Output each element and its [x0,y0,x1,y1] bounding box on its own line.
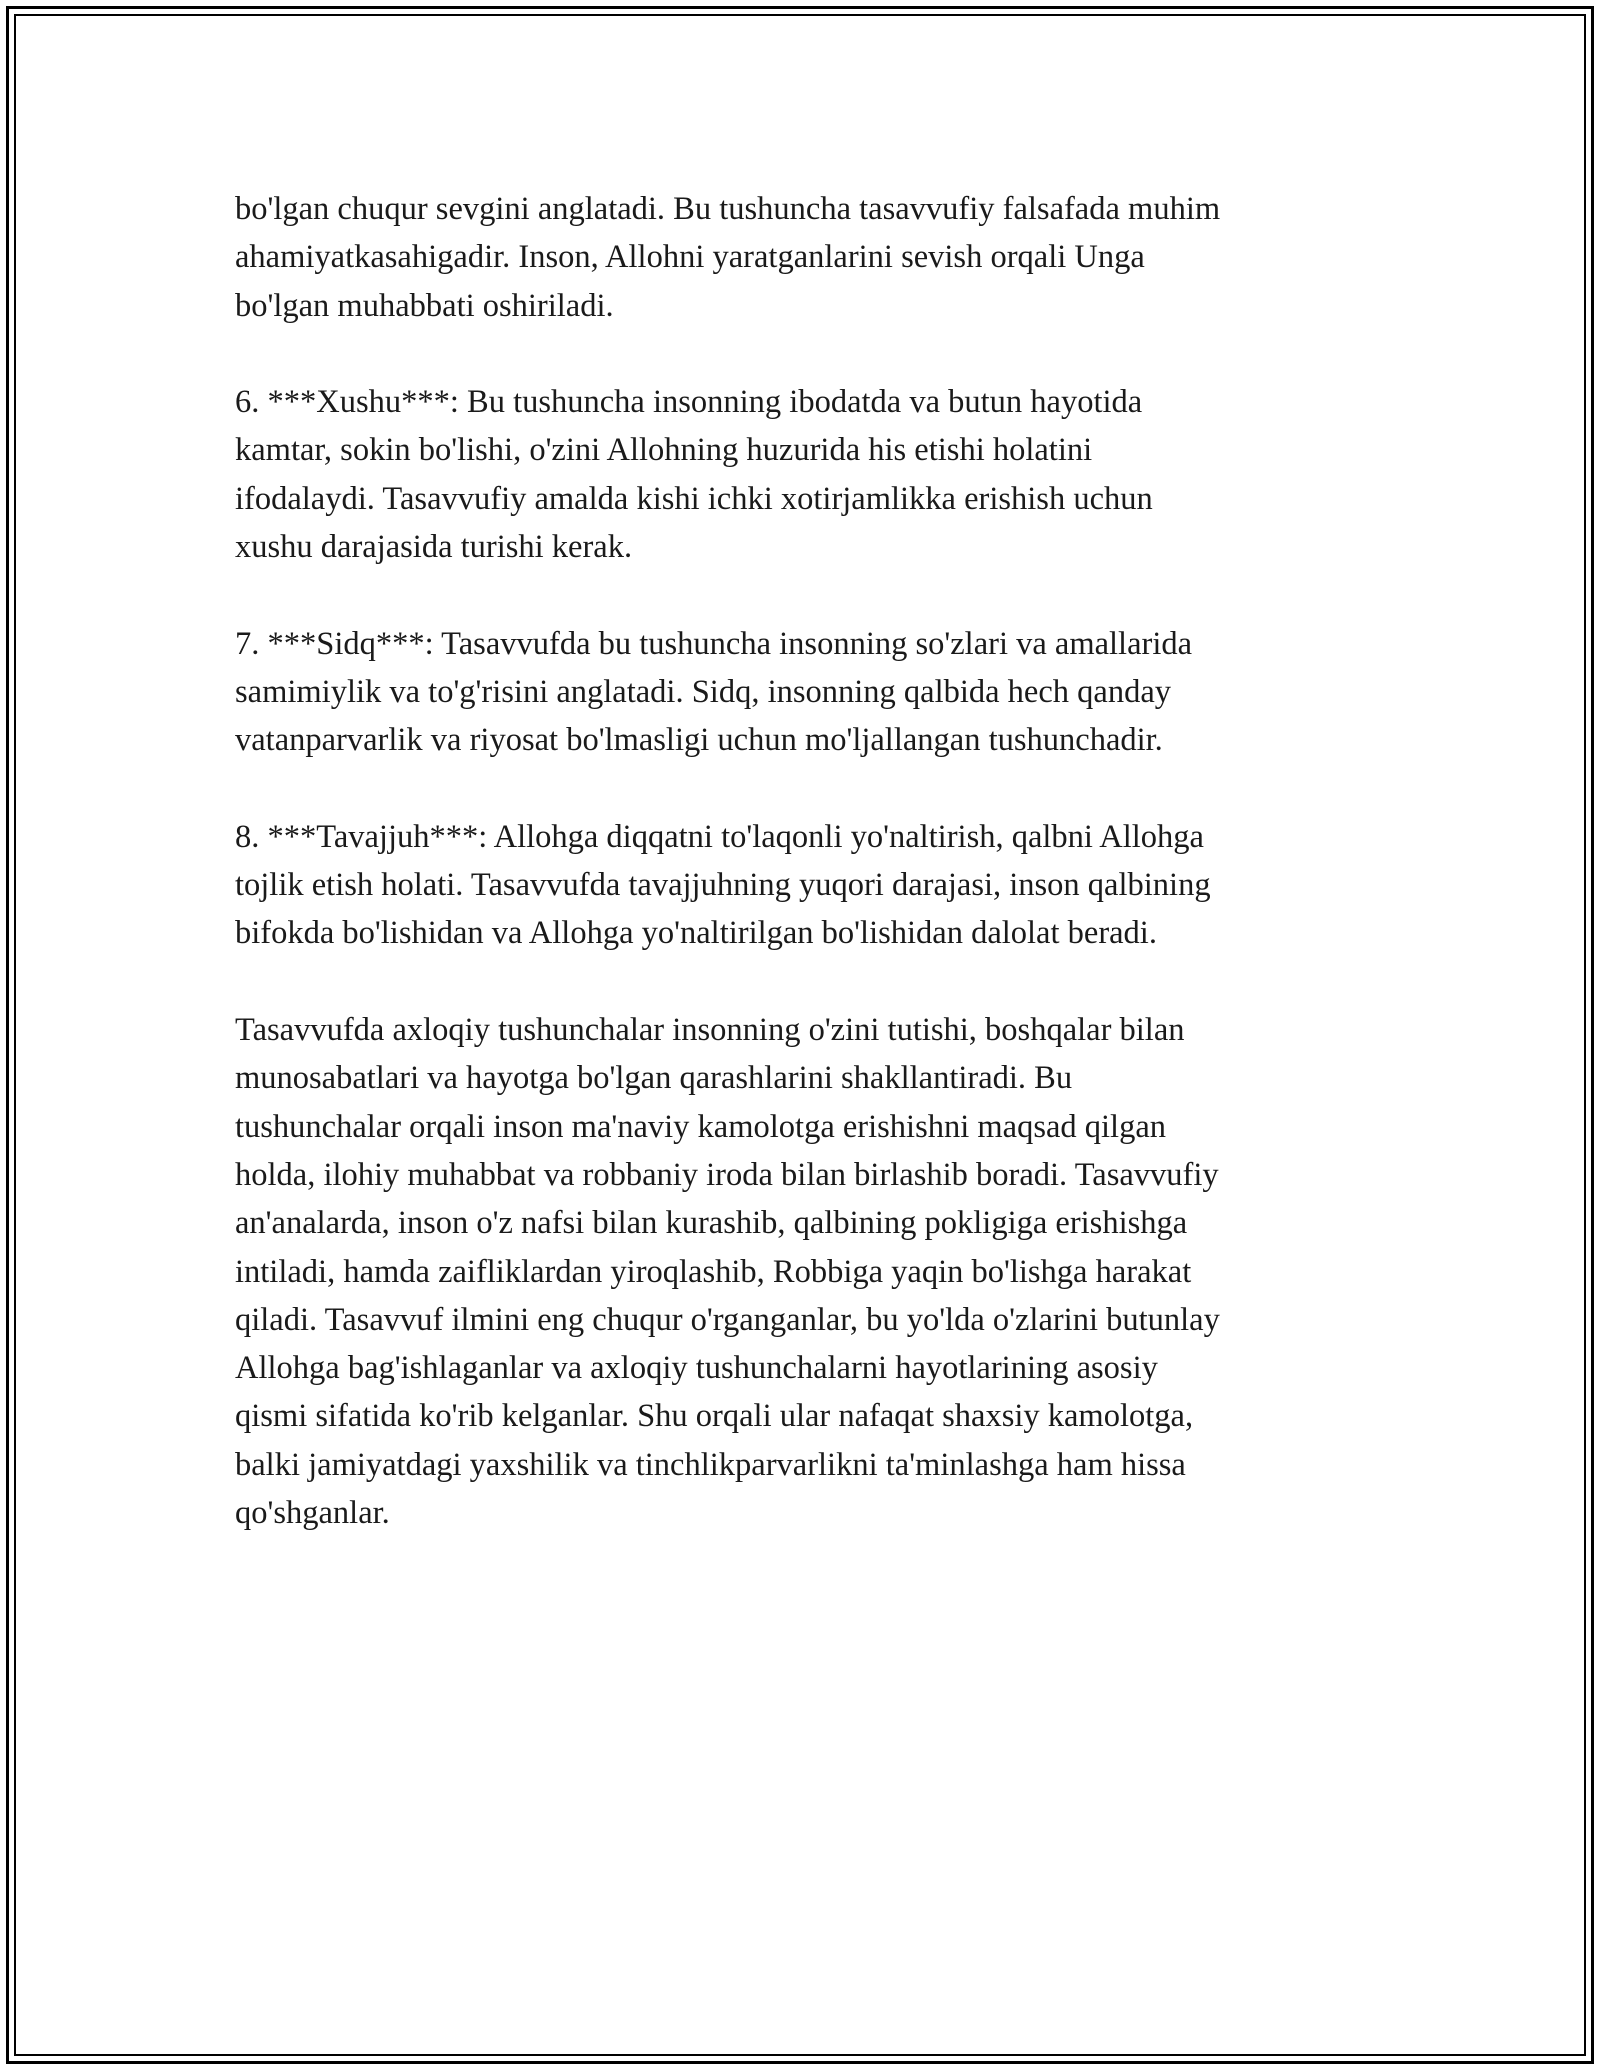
text-line: ifodalaydi. Tasavvufiy amalda kishi ichki xotirjamlikka erishish uchun [235,480,1153,517]
text-line: kamtar, sokin bo'lishi, o'zini Allohning huzurida his etishi holatini [235,432,1093,469]
text-line: Allohga bag'ishlaganlar va axloqiy tushunchalarni hayotlarining asosiy [235,1350,1158,1387]
text-line: samimiylik va to'g'risini anglatadi. Sidq, insonning qalbida hech qanday [235,673,1172,710]
paragraph-item-8-tavajjuh [235,813,1375,958]
paragraph-conclusion [235,1006,1375,1537]
text-line: qo'shganlar. [235,1495,390,1532]
text-line: 8. ***Tavajjuh***: Allohga diqqatni to'laqonli yo'naltirish, qalbni Allohga [235,818,1204,855]
paragraph-item-7-sidq [235,620,1375,765]
text-line: tojlik etish holati. Tasavvufda tavajjuhning yuqori darajasi, inson qalbining [235,867,1211,904]
text-line: Tasavvufda axloqiy tushunchalar insonning o'zini tutishi, boshqalar bilan [235,1012,1185,1049]
text-line: qismi sifatida ko'rib kelganlar. Shu orqali ular nafaqat shaxsiy kamolotga, [235,1398,1194,1435]
text-line: ahamiyatkasahigadir. Inson, Allohni yaratganlarini sevish orqali Unga [235,239,1145,276]
paragraph-item-6-xushu [235,378,1375,571]
text-line: 7. ***Sidq***: Tasavvufda bu tushuncha insonning so'zlari va amallarida [235,625,1193,662]
text-line: qiladi. Tasavvuf ilmini eng chuqur o'rganganlar, bu yo'lda o'zlarini butunlay [235,1301,1220,1338]
text-line: munosabatlari va hayotga bo'lgan qarashlarini shakllantiradi. Bu [235,1060,1073,1097]
text-line: holda, ilohiy muhabbat va robbaniy iroda bilan birlashib boradi. Tasavvufiy [235,1156,1219,1193]
text-line: xushu darajasida turishi kerak. [235,529,633,566]
text-line: bifokda bo'lishidan va Allohga yo'naltirilgan bo'lishidan dalolat beradi. [235,915,1157,952]
text-line: 6. ***Xushu***: Bu tushuncha insonning ibodatda va butun hayotida [235,384,1143,421]
text-line: intiladi, hamda zaifliklardan yiroqlashib, Robbiga yaqin bo'lishga harakat [235,1253,1192,1290]
text-line: vatanparvarlik va riyosat bo'lmasligi uchun mo'ljallangan tushunchadir. [235,722,1163,759]
paragraph-muhabbat-continuation [235,185,1375,330]
text-line: bo'lgan chuqur sevgini anglatadi. Bu tushuncha tasavvufiy falsafada muhim [235,191,1221,227]
text-line: balki jamiyatdagi yaxshilik va tinchlikparvarlikni ta'minlashga ham hissa [235,1446,1186,1483]
text-line: an'analarda, inson o'z nafsi bilan kurashib, qalbining pokligiga erishishga [235,1205,1188,1242]
document-body [235,185,1375,1586]
text-line: bo'lgan muhabbati oshiriladi. [235,287,614,324]
text-line: tushunchalar orqali inson ma'naviy kamolotga erishishni maqsad qilgan [235,1108,1167,1145]
